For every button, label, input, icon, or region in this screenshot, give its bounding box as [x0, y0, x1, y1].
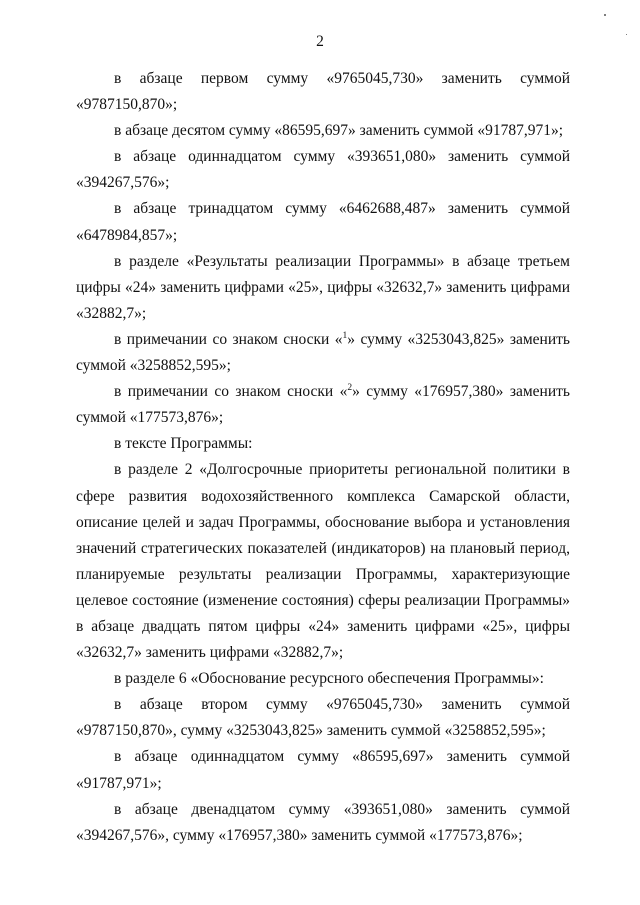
amendment-paragraph: в разделе «Результаты реализации Программы» в абзаце третьем цифры «24» заменить цифрами «25», цифры «32632,7» заменить цифрами «32882,7»; — [76, 252, 570, 322]
amendment-paragraph: в абзаце втором сумму «9765045,730» заменить суммой «9787150,870», сумму «3253043,825» заменить суммой «3258852,595»; — [76, 696, 570, 740]
paragraph-text-end: » сумму «3253043,825» заменить суммой «3258852,595»; — [76, 330, 570, 375]
amendment-paragraph: в абзаце одиннадцатом сумму «393651,080» заменить суммой «394267,576»; — [76, 148, 570, 192]
amendment-paragraph: в абзаце двенадцатом сумму «393651,080» заменить суммой «394267,576», сумму «176957,380» заменить суммой «177573,876»; — [76, 800, 570, 844]
page-number: 2 — [316, 33, 324, 50]
footnote-mark: 2 — [347, 383, 353, 394]
paragraph-text-start: в примечании со знаком сноски « — [114, 330, 343, 348]
paragraph-text-start: в примечании со знаком сноски « — [114, 383, 348, 401]
footnote-amendment-paragraph — [76, 379, 570, 431]
section-heading-paragraph: в тексте Программы: — [114, 435, 253, 453]
amendment-paragraph: в разделе 2 «Долгосрочные приоритеты региональной политики в сфере развития водохозяйственного комплекса Самарской области, описание целей и задач Программы, обоснование выбора и установления значений стратегических показателей (индикаторов) на плановый период, планируемые результаты реализации Программы, характеризующие целевое состояние (изменение состояния) сферы реализации Программы» в абзаце двадцать пятом цифры «24» заменить цифрами «25», цифры «32632,7» заменить цифрами «32882,7»; — [76, 461, 570, 662]
footnote-mark: 1 — [342, 330, 348, 341]
scan-speck — [604, 14, 606, 16]
amendment-paragraph: в абзаце десятом сумму «86595,697» заменить суммой «91787,971»; — [114, 122, 564, 140]
amendment-paragraph: в абзаце одиннадцатом сумму «86595,697» заменить суммой «91787,971»; — [76, 748, 570, 792]
scan-speck — [626, 34, 627, 35]
amendment-paragraph: в абзаце тринадцатом сумму «6462688,487» заменить суммой «6478984,857»; — [76, 200, 570, 244]
amendment-paragraph: в абзаце первом сумму «9765045,730» заменить суммой «9787150,870»; — [76, 70, 570, 114]
paragraph-text-end: » сумму «176957,380» заменить суммой «177573,876»; — [76, 383, 570, 427]
section-heading-paragraph: в разделе 6 «Обоснование ресурсного обеспечения Программы»: — [114, 670, 544, 688]
footnote-amendment-paragraph — [76, 327, 570, 379]
document-body — [76, 66, 570, 849]
